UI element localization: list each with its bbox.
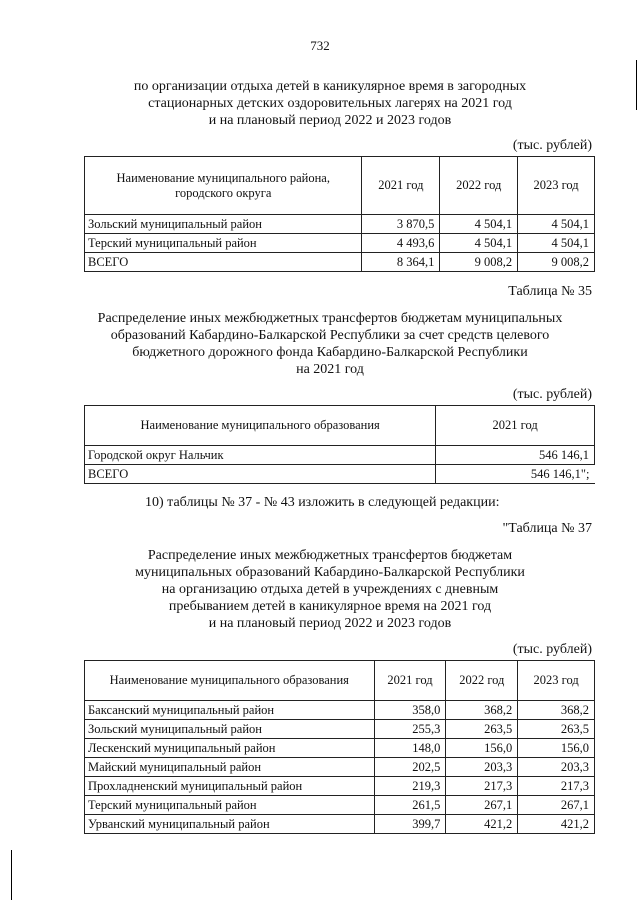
row-2023: 203,3 <box>518 758 595 777</box>
section3-heading <box>60 547 600 632</box>
heading-line: на организацию отдыха детей в учреждениях с дневным <box>161 582 499 597</box>
row-2023: 9 008,2 <box>518 253 595 272</box>
row-2022: 156,0 <box>446 739 518 758</box>
row-2023: 4 504,1 <box>518 215 595 234</box>
instruction-text: 10) таблицы № 37 - № 43 изложить в следующей редакции: <box>145 495 500 510</box>
heading-line: Распределение иных межбюджетных трансфертов бюджетам <box>147 548 513 563</box>
table-row <box>85 234 595 253</box>
row-2021: 399,7 <box>374 815 446 834</box>
row-2021: 202,5 <box>374 758 446 777</box>
row-2023: 156,0 <box>518 739 595 758</box>
table-label: Таблица № 35 <box>508 284 592 299</box>
row-2022: 9 008,2 <box>440 253 518 272</box>
header-2021: 2021 год <box>362 157 440 215</box>
heading-line: Распределение иных межбюджетных трансфертов бюджетам муниципальных <box>97 311 563 326</box>
row-name: Прохладненский муниципальный район <box>85 777 375 796</box>
table-row <box>85 446 595 465</box>
heading-line: пребыванием детей в каникулярное время на 2021 год <box>168 599 492 614</box>
row-name: ВСЕГО <box>85 465 436 484</box>
header-name: Наименование муниципального образования <box>85 661 375 701</box>
header-name: Наименование муниципального района, городского округа <box>85 157 362 215</box>
row-2021: 3 870,5 <box>362 215 440 234</box>
table-row-total <box>85 253 595 272</box>
table-37 <box>84 660 595 834</box>
table-row <box>85 777 595 796</box>
table-header-row <box>85 157 595 215</box>
table-header-row <box>85 661 595 701</box>
scan-edge-mark <box>11 850 12 900</box>
row-name: Баксанский муниципальный район <box>85 701 375 720</box>
table-row <box>85 739 595 758</box>
row-2021: 4 493,6 <box>362 234 440 253</box>
header-2023: 2023 год <box>518 661 595 701</box>
table-row <box>85 815 595 834</box>
scan-edge-mark <box>636 60 637 110</box>
table-1 <box>84 156 595 272</box>
heading-line: по организации отдыха детей в каникулярное время в загородных <box>133 79 527 94</box>
row-name: Терский муниципальный район <box>85 796 375 815</box>
row-2022: 421,2 <box>446 815 518 834</box>
row-name: Терский муниципальный район <box>85 234 362 253</box>
table-row-total <box>85 465 595 484</box>
row-name: Лескенский муниципальный район <box>85 739 375 758</box>
heading-line: и на плановый период 2022 и 2023 годов <box>208 113 452 128</box>
table-row <box>85 796 595 815</box>
row-2021: 8 364,1 <box>362 253 440 272</box>
page-number: 732 <box>310 38 330 53</box>
row-2022: 217,3 <box>446 777 518 796</box>
table-header-row <box>85 406 595 446</box>
row-2021: 358,0 <box>374 701 446 720</box>
row-name: Майский муниципальный район <box>85 758 375 777</box>
row-2021: 148,0 <box>374 739 446 758</box>
table-2 <box>84 405 595 484</box>
row-2023: 368,2 <box>518 701 595 720</box>
row-2021: 255,3 <box>374 720 446 739</box>
table-row <box>85 758 595 777</box>
row-2022: 263,5 <box>446 720 518 739</box>
header-2021: 2021 год <box>374 661 446 701</box>
table-label: "Таблица № 37 <box>502 521 592 536</box>
row-name: ВСЕГО <box>85 253 362 272</box>
heading-line: муниципальных образований Кабардино-Балкарской Республики <box>135 565 525 580</box>
heading-line: стационарных детских оздоровительных лагерях на 2021 год <box>148 96 512 111</box>
unit-label: (тыс. рублей) <box>512 138 592 153</box>
row-2022: 267,1 <box>446 796 518 815</box>
row-name: Городской округ Нальчик <box>85 446 436 465</box>
header-2021: 2021 год <box>436 406 595 446</box>
table-row <box>85 701 595 720</box>
header-2022: 2022 год <box>446 661 518 701</box>
table-row <box>85 720 595 739</box>
header-name: Наименование муниципального образования <box>85 406 436 446</box>
row-2021: 546 146,1"; <box>436 465 595 484</box>
row-name: Зольский муниципальный район <box>85 720 375 739</box>
row-2023: 217,3 <box>518 777 595 796</box>
row-2023: 421,2 <box>518 815 595 834</box>
row-2023: 267,1 <box>518 796 595 815</box>
heading-line: на 2021 год <box>296 362 364 377</box>
row-2022: 368,2 <box>446 701 518 720</box>
heading-line: и на плановый период 2022 и 2023 годов <box>208 616 452 631</box>
row-2023: 263,5 <box>518 720 595 739</box>
row-2022: 203,3 <box>446 758 518 777</box>
unit-label: (тыс. рублей) <box>512 387 592 402</box>
section2-heading <box>60 310 600 378</box>
row-2021: 261,5 <box>374 796 446 815</box>
row-2021: 546 146,1 <box>436 446 595 465</box>
heading-line: образований Кабардино-Балкарской Республики за счет средств целевого <box>110 328 550 343</box>
unit-label: (тыс. рублей) <box>512 642 592 657</box>
section1-heading <box>60 78 600 129</box>
row-name: Зольский муниципальный район <box>85 215 362 234</box>
row-2023: 4 504,1 <box>518 234 595 253</box>
header-2022: 2022 год <box>440 157 518 215</box>
table-row <box>85 215 595 234</box>
row-name: Урванский муниципальный район <box>85 815 375 834</box>
row-2022: 4 504,1 <box>440 234 518 253</box>
header-2023: 2023 год <box>518 157 595 215</box>
heading-line: бюджетного дорожного фонда Кабардино-Балкарской Республики <box>132 345 528 360</box>
row-2021: 219,3 <box>374 777 446 796</box>
row-2022: 4 504,1 <box>440 215 518 234</box>
